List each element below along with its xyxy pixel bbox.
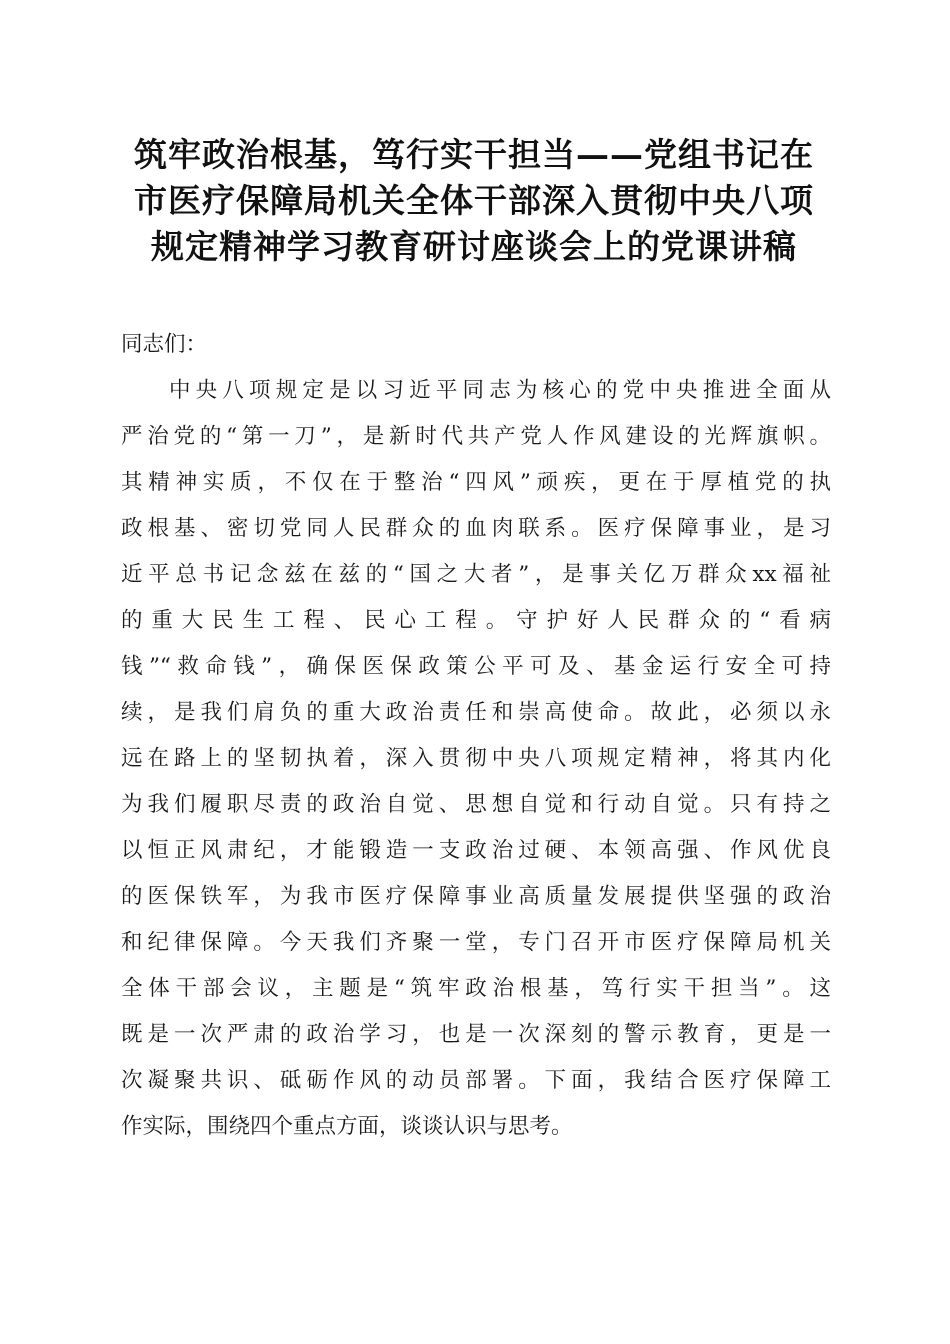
paragraph-line: 钱”“救命钱”，确保医保政策公平可及、基金运行安全可持 — [121, 654, 831, 679]
paragraph-line: 作实际，围绕四个重点方面，谈谈认识与思考。 — [121, 1114, 573, 1139]
paragraph-line: 严治党的“第一刀”，是新时代共产党人作风建设的光辉旗帜。 — [121, 424, 831, 449]
paragraph-line: 以恒正风肃纪，才能锻造一支政治过硬、本领高强、作风优良 — [121, 838, 831, 863]
opening-paragraph — [121, 368, 831, 1150]
paragraph-line: 的重大民生工程、民心工程。守护好人民群众的“看病 — [121, 608, 831, 633]
title-line: 筑牢政治根基，笃行实干担当——党组书记在 — [134, 135, 814, 174]
paragraph-line: 既是一次严肃的政治学习，也是一次深刻的警示教育，更是一 — [121, 1022, 831, 1047]
paragraph-line: 近平总书记念兹在兹的“国之大者”，是事关亿万群众xx福祉 — [121, 562, 831, 587]
paragraph-line: 全体干部会议，主题是“筑牢政治根基，笃行实干担当”。这 — [121, 976, 831, 1001]
paragraph-line: 和纪律保障。今天我们齐聚一堂，专门召开市医疗保障局机关 — [121, 930, 831, 955]
paragraph-line: 次凝聚共识、砥砺作风的动员部署。下面，我结合医疗保障工 — [121, 1068, 831, 1093]
paragraph-line: 远在路上的坚韧执着，深入贯彻中央八项规定精神，将其内化 — [121, 746, 831, 771]
paragraph-line: 续，是我们肩负的重大政治责任和崇高使命。故此，必须以永 — [121, 700, 831, 725]
paragraph-line: 其精神实质，不仅在于整治“四风”顽疾，更在于厚植党的执 — [121, 470, 831, 495]
paragraph-line: 政根基、密切党同人民群众的血肉联系。医疗保障事业，是习 — [121, 516, 831, 541]
paragraph-line: 为我们履职尽责的政治自觉、思想自觉和行动自觉。只有持之 — [121, 792, 831, 817]
title-line: 规定精神学习教育研讨座谈会上的党课讲稿 — [151, 227, 797, 266]
document-title — [118, 132, 830, 270]
paragraph-line: 的医保铁军，为我市医疗保障事业高质量发展提供坚强的政治 — [121, 884, 831, 909]
salutation: 同志们： — [121, 332, 208, 357]
paragraph-line: 中央八项规定是以习近平同志为核心的党中央推进全面从 — [169, 378, 831, 403]
title-line: 市医疗保障局机关全体干部深入贯彻中央八项 — [134, 181, 814, 220]
document-body — [121, 322, 831, 1150]
